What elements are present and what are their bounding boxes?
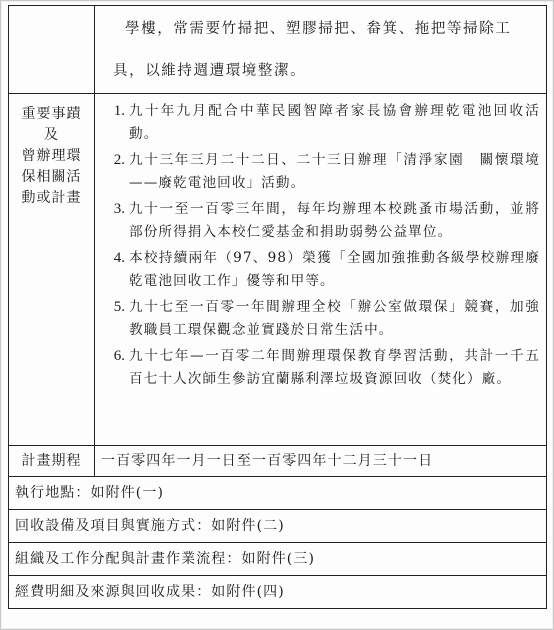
achievements-label-line-3: 曾辦理環 bbox=[21, 148, 82, 164]
achievement-text: 本校持續兩年（97、98）榮獲「全國加強推動各級學校辦理廢乾電池回收工作」優等和甲等。 bbox=[129, 250, 540, 289]
achievement-number: 6. bbox=[113, 348, 125, 364]
achievement-item-6 bbox=[99, 345, 540, 391]
achievement-text: 九十三年三月二十二日、二十三日辦理「清淨家園 關懷環境——廢乾電池回收」活動。 bbox=[129, 152, 540, 191]
achievements-label-line-5: 動或計畫 bbox=[21, 190, 82, 206]
achievement-item-3 bbox=[99, 198, 540, 244]
achievements-label-line-1: 重要事蹟 bbox=[21, 106, 82, 122]
continuation-row bbox=[9, 6, 547, 94]
achievement-item-2 bbox=[99, 149, 540, 195]
achievement-text: 九十年九月配合中華民國智障者家長協會辦理乾電池回收活動。 bbox=[129, 103, 540, 142]
continuation-line-1: 學樓，常需要竹掃把、塑膠掃把、畚箕、拖把等掃除工 bbox=[125, 21, 512, 37]
achievements-label bbox=[9, 94, 95, 446]
recycling-row bbox=[9, 510, 547, 543]
achievement-text: 九十一至一百零三年間，每年均辦理本校跳蚤市場活動，並將部份所得捐入本校仁愛基金和捐助弱勢公益單位。 bbox=[129, 201, 540, 240]
achievement-text: 九十七至一百零一年間辦理全校「辦公室做環保」競賽，加強教職員工環保觀念並實踐於日常生活中。 bbox=[129, 299, 540, 338]
plan-period-value: 一百零四年一月一日至一百零四年十二月三十一日 bbox=[95, 446, 547, 477]
continuation-line-2: 具，以維持週遭環境整潔。 bbox=[113, 63, 307, 79]
funding-results: 經費明細及來源與回收成果：如附件(四) bbox=[9, 576, 547, 609]
continuation-label-cell bbox=[9, 6, 95, 94]
achievement-number: 3. bbox=[113, 201, 125, 217]
location-row bbox=[9, 477, 547, 510]
achievement-number: 1. bbox=[113, 103, 125, 119]
achievements-label-line-4: 保相關活 bbox=[21, 169, 82, 185]
achievement-text: 九十七年—一百零二年間辦理環保教育學習活動，共計一千五百七十人次師生參訪宜蘭縣利澤垃圾資源回收（焚化）廠。 bbox=[129, 348, 540, 387]
achievement-item-4 bbox=[99, 247, 540, 293]
organization-workflow: 組織及工作分配與計畫作業流程：如附件(三) bbox=[9, 543, 547, 576]
continuation-text-cell bbox=[95, 6, 547, 94]
funding-row bbox=[9, 576, 547, 609]
achievement-number: 4. bbox=[113, 250, 125, 266]
achievement-number: 5. bbox=[113, 299, 125, 315]
achievements-list bbox=[95, 94, 547, 446]
organization-row bbox=[9, 543, 547, 576]
achievements-label-line-2: 及 bbox=[44, 127, 59, 143]
achievement-item-1 bbox=[99, 100, 540, 146]
plan-period-label: 計畫期程 bbox=[9, 446, 95, 477]
achievement-item-5 bbox=[99, 296, 540, 342]
achievement-number: 2. bbox=[113, 152, 125, 168]
recycling-equipment-method: 回收設備及項目與實施方式：如附件(二) bbox=[9, 510, 547, 543]
plan-period-row bbox=[9, 446, 547, 477]
achievements-row bbox=[9, 94, 547, 446]
execution-location: 執行地點：如附件(一) bbox=[9, 477, 547, 510]
proposal-form-table bbox=[8, 5, 547, 609]
